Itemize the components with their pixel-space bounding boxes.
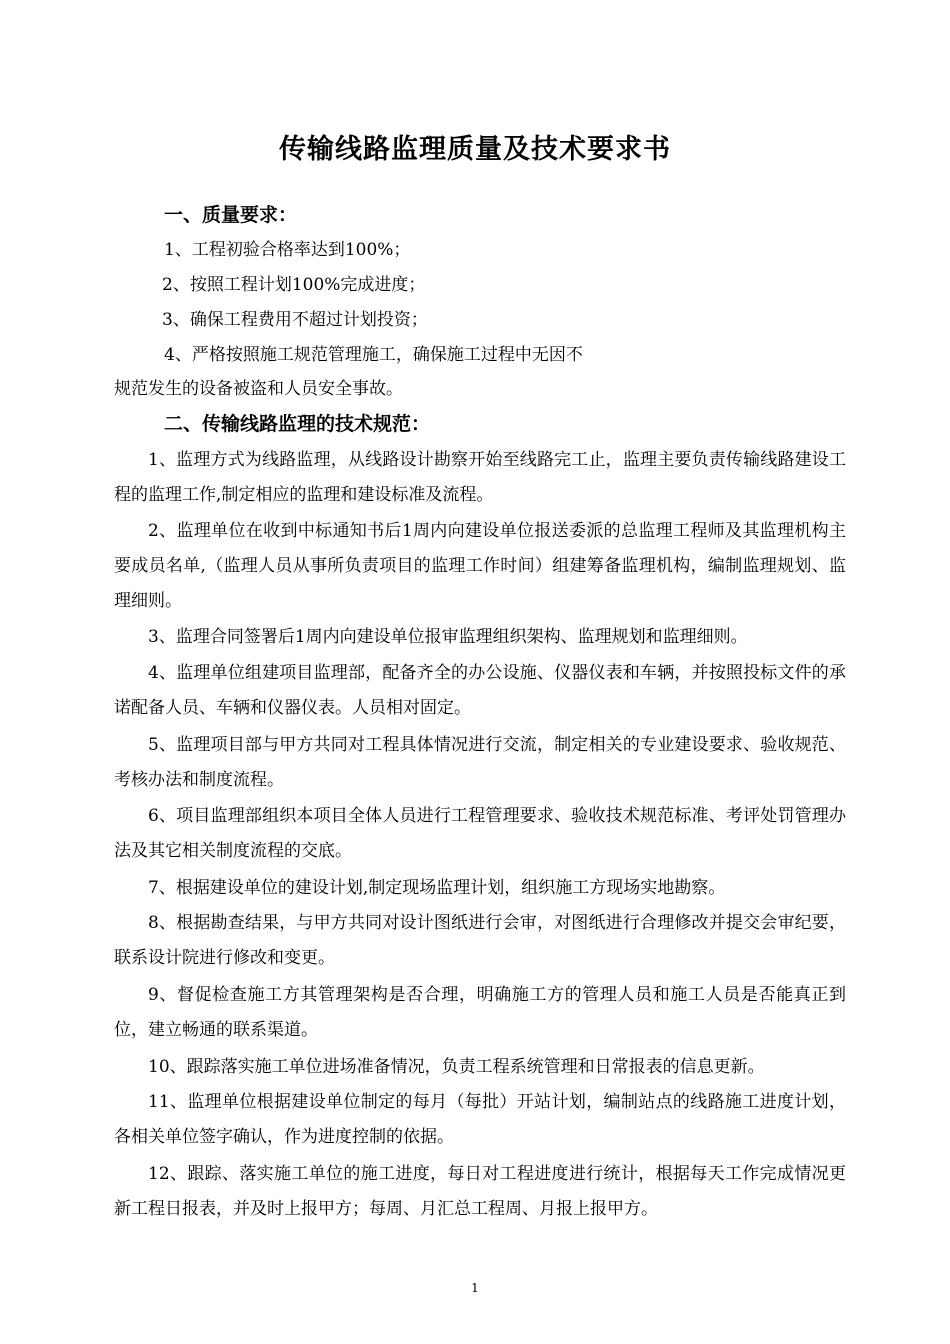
tech-paragraph-2: 2、监理单位在收到中标通知书后1周内向建设单位报送委派的总监理工程师及其监理机构主要成员名单,（监理人员从事所负责项目的监理工作时间）组建筹备监理机构，编制监理规划、监理细则。 bbox=[114, 521, 846, 611]
tech-paragraph-12: 12、跟踪、落实施工单位的施工进度，每日对工程进度进行统计，根据每天工作完成情况更新工程日报表，并及时上报甲方；每周、月汇总工程周、月报上报甲方。 bbox=[114, 1164, 846, 1219]
quality-item-2: 2、按照工程计划100%完成进度； bbox=[162, 275, 426, 295]
tech-paragraph-9: 9、督促检查施工方其管理架构是否合理，明确施工方的管理人员和施工人员是否能真正到位，建立畅通的联系渠道。 bbox=[114, 985, 846, 1040]
tech-paragraph-10: 10、跟踪落实施工单位进场准备情况，负责工程系统管理和日常报表的信息更新。 bbox=[148, 1057, 765, 1077]
quality-item-4-continued: 规范发生的设备被盗和人员安全事故。 bbox=[114, 379, 403, 399]
quality-item-1: 1、工程初验合格率达到100%； bbox=[164, 240, 411, 260]
tech-paragraph-4: 4、监理单位组建项目监理部，配备齐全的办公设施、仪器仪表和车辆，并按照投标文件的承诺配备人员、车辆和仪器仪表。人员相对固定。 bbox=[114, 663, 846, 718]
tech-paragraph-3: 3、监理合同签署后1周内向建设单位报审监理组织架构、监理规划和监理细则。 bbox=[148, 627, 748, 647]
tech-paragraph-11: 11、监理单位根据建设单位制定的每月（每批）开站计划，编制站点的线路施工进度计划，各相关单位签字确认，作为进度控制的依据。 bbox=[114, 1092, 846, 1147]
tech-paragraph-8: 8、根据勘查结果，与甲方共同对设计图纸进行会审，对图纸进行合理修改并提交会审纪要，联系设计院进行修改和变更。 bbox=[114, 913, 846, 968]
section-heading-technical: 二、传输线路监理的技术规范： bbox=[164, 413, 431, 435]
tech-paragraph-5: 5、监理项目部与甲方共同对工程具体情况进行交流，制定相关的专业建设要求、验收规范、考核办法和制度流程。 bbox=[114, 735, 846, 790]
quality-item-3: 3、确保工程费用不超过计划投资； bbox=[162, 310, 428, 330]
tech-paragraph-6: 6、项目监理部组织本项目全体人员进行工程管理要求、验收技术规范标准、考评处罚管理办法及其它相关制度流程的交底。 bbox=[114, 806, 846, 861]
section-heading-quality: 一、质量要求： bbox=[164, 204, 298, 226]
tech-paragraph-1: 1、监理方式为线路监理，从线路设计勘察开始至线路完工止，监理主要负责传输线路建设工程的监理工作,制定相应的监理和建设标准及流程。 bbox=[114, 450, 846, 505]
page-number: 1 bbox=[471, 1281, 479, 1295]
tech-paragraph-7: 7、根据建设单位的建设计划,制定现场监理计划，组织施工方现场实地勘察。 bbox=[148, 878, 726, 898]
quality-item-4: 4、严格按照施工规范管理施工，确保施工过程中无因不 bbox=[164, 345, 583, 365]
document-title: 传输线路监理质量及技术要求书 bbox=[279, 134, 671, 165]
